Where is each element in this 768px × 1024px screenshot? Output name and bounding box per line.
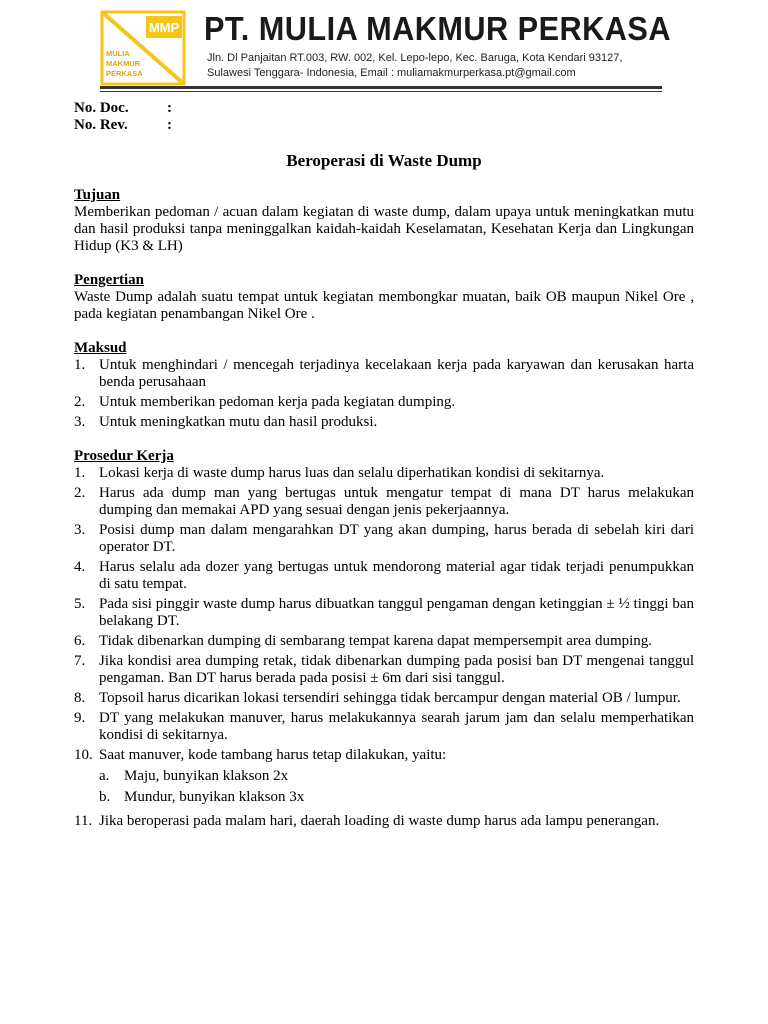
list-item-number: 11.	[74, 813, 93, 829]
doc-number-row	[74, 100, 172, 117]
rev-number-value: :	[167, 117, 172, 133]
section-heading: Tujuan	[74, 187, 121, 203]
list-item	[74, 414, 694, 431]
list-item-text: Saat manuver, kode tambang harus tetap dilakukan, yaitu:	[99, 747, 447, 763]
doc-number-label: No. Doc.	[74, 100, 129, 116]
list-item-text: Untuk meningkatkan mutu dan hasil produksi.	[99, 414, 378, 430]
list-item	[74, 653, 694, 687]
list-item	[74, 690, 694, 707]
list-item-text: Harus selalu ada dozer yang bertugas untuk mendorong material agar tidak terjadi penumpukkan di satu tempat.	[99, 559, 694, 592]
list-item-text: Tidak dibenarkan dumping di sembarang tempat karena dapat mempersempit area dumping.	[99, 633, 653, 649]
list-item-number: 9.	[74, 710, 86, 726]
company-name: PT. MULIA MAKMUR PERKASA	[204, 10, 671, 47]
logo-mark: MMP	[148, 20, 180, 35]
list-item	[74, 559, 694, 593]
list-item-text: Lokasi kerja di waste dump harus luas dan selalu diperhatikan kondisi di sekitarnya.	[99, 465, 605, 481]
logo-text-line-1: MULIA	[106, 49, 130, 58]
list-item-number: 1.	[74, 357, 86, 373]
section-maksud	[74, 340, 694, 431]
maksud-list	[74, 357, 694, 431]
section-paragraph: Waste Dump adalah suatu tempat untuk kegiatan membongkar muatan, baik OB maupun Nikel Ore , pada kegiatan penambangan Nikel Ore .	[74, 289, 694, 322]
section-tujuan	[74, 187, 694, 255]
sub-item-text: Maju, bunyikan klakson 2x	[124, 768, 289, 784]
list-item	[74, 465, 694, 482]
list-item-number: 3.	[74, 522, 86, 538]
sub-item-letter: a.	[99, 768, 110, 784]
letterhead-rule-thick	[100, 86, 662, 89]
address-line-1: Jln. Dl Panjaitan RT.003, RW. 002, Kel. Lepo-lepo, Kec. Baruga, Kota Kendari 93127,	[207, 52, 623, 64]
list-item	[74, 813, 694, 830]
logo-text-line-3: PERKASA	[106, 69, 143, 78]
document-title: Beroperasi di Waste Dump	[286, 151, 482, 170]
document-body	[74, 187, 694, 847]
list-item	[74, 394, 694, 411]
list-item-text: DT yang melakukan manuver, harus melakukannya searah jarum jam dan selalu memperhatikan kondisi di sekitarnya.	[99, 710, 694, 743]
list-item-text: Posisi dump man dalam mengarahkan DT yang akan dumping, harus berada di sebelah kiri dari operator DT.	[99, 522, 694, 555]
list-item	[74, 596, 694, 630]
sub-item-text: Mundur, bunyikan klakson 3x	[124, 789, 305, 805]
list-item-number: 3.	[74, 414, 86, 430]
list-item-number: 8.	[74, 690, 86, 706]
list-item-number: 1.	[74, 465, 86, 481]
section-paragraph: Memberikan pedoman / acuan dalam kegiatan di waste dump, dalam upaya untuk meningkatkan mutu dan hasil produksi tanpa meninggalkan kaidah-kaidah Keselamatan, Kesehatan Kerja dan Lingkungan Hidup (K3 & LH)	[74, 204, 694, 254]
list-item-text: Untuk menghindari / mencegah terjadinya kecelakaan kerja pada karyawan dan kerusakan harta benda perusahaan	[99, 357, 694, 390]
list-item-text: Harus ada dump man yang bertugas untuk mengatur tempat di mana DT harus melakukan dumping dan memakai APD yang sesuai dengan jenis pekerjaannya.	[99, 485, 694, 518]
list-item-text: Topsoil harus dicarikan lokasi tersendiri sehingga tidak bercampur dengan material OB / lumpur.	[99, 690, 681, 706]
list-item-number: 2.	[74, 485, 86, 501]
list-item-number: 4.	[74, 559, 86, 575]
list-item-number: 2.	[74, 394, 86, 410]
list-item-text: Jika beroperasi pada malam hari, daerah loading di waste dump harus ada lampu penerangan.	[99, 813, 660, 829]
section-prosedur-kerja	[74, 448, 694, 830]
list-item-text: Untuk memberikan pedoman kerja pada kegiatan dumping.	[99, 394, 456, 410]
logo-text-line-2: MAKMUR	[106, 59, 141, 68]
document-meta	[74, 100, 172, 134]
section-heading: Pengertian	[74, 272, 144, 288]
sub-list-item	[74, 768, 694, 785]
letterhead-rule-thin	[100, 91, 662, 92]
list-item-number: 6.	[74, 633, 86, 649]
doc-number-value: :	[167, 100, 172, 116]
list-item	[74, 485, 694, 519]
list-item-text: Jika kondisi area dumping retak, tidak dibenarkan dumping pada posisi ban DT mengenai tanggul pengaman. Ban DT harus berada pada posisi ± 6m dari sisi tanggul.	[99, 653, 694, 686]
list-item-main	[74, 747, 694, 764]
list-item	[74, 357, 694, 391]
sub-item-letter: b.	[99, 789, 111, 805]
list-item	[74, 522, 694, 556]
rev-number-label: No. Rev.	[74, 117, 128, 133]
list-item-text: Pada sisi pinggir waste dump harus dibuatkan tanggul pengaman dengan ketinggian ± ½ tinggi ban belakang DT.	[99, 596, 694, 629]
letterhead	[100, 8, 671, 92]
list-item-number: 10.	[74, 747, 93, 763]
list-item-number: 5.	[74, 596, 86, 612]
rev-number-row	[74, 117, 172, 134]
list-item	[74, 633, 694, 650]
section-heading: Maksud	[74, 340, 127, 356]
list-item-number: 7.	[74, 653, 86, 669]
company-logo	[100, 10, 186, 86]
list-item	[74, 747, 694, 810]
address-line-2: Sulawesi Tenggara- Indonesia, Email : muliamakmurperkasa.pt@gmail.com	[207, 67, 576, 79]
section-heading: Prosedur Kerja	[74, 448, 174, 464]
company-address	[207, 51, 623, 81]
sub-list-item	[74, 789, 694, 806]
section-pengertian	[74, 272, 694, 323]
list-item	[74, 710, 694, 744]
prosedur-list	[74, 465, 694, 830]
